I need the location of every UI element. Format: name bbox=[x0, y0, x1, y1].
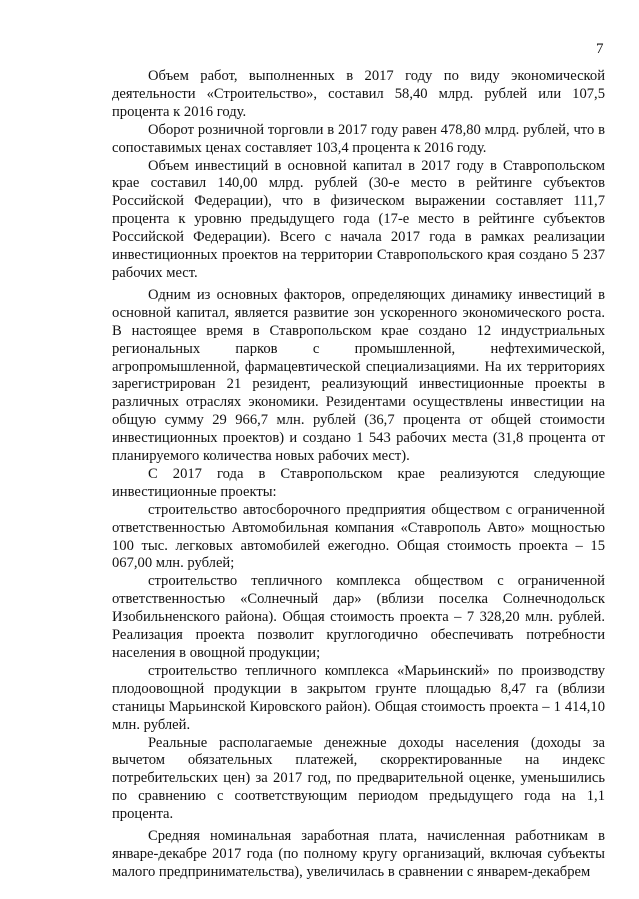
list-item-solnechny-dar: строительство тепличного комплекса обществом с ограниченной ответственностью «Солнечный дар» (вблизи поселка Солнечнодольск Изобильненского района). Общая стоимость проекта – 7 328,20 млн. рублей. Реализация проекта позволит круглогодично обеспечивать потребности населения в овощной продукции; bbox=[112, 573, 605, 661]
paragraph-average-wage: Средняя номинальная заработная плата, начисленная работникам в январе-декабре 2017 года (по полному кругу организаций, включая субъекты малого предпринимательства), увеличилась в сравнении с январем-декабрем bbox=[112, 828, 605, 880]
paragraph-real-income: Реальные располагаемые денежные доходы населения (доходы за вычетом обязательных платежей, скорректированные на индекс потребительских цен) за 2017 год, по предварительной оценке, уменьшились по сравнению с соответствующим периодом предыдущего года на 1,1 процента. bbox=[112, 734, 605, 823]
paragraph-projects-intro: С 2017 года в Ставропольском крае реализуются следующие инвестиционные проекты: bbox=[112, 465, 605, 500]
list-item-maryinsky: строительство тепличного комплекса «Марьинский» по производству плодоовощной продукции в закрытом грунте площадью 8,47 га (вблизи станицы Марьинской Кировского район). Общая стоимость проекта – 1 414,10 млн. рублей. bbox=[112, 662, 605, 733]
list-item-stavropol-auto: строительство автосборочного предприятия обществом с ограниченной ответственностью Автомобильная компания «Ставрополь Авто» мощностью 100 тыс. легковых автомобилей ежегодно. Общая стоимость проекта – 15 067,00 млн. рублей; bbox=[112, 501, 605, 572]
page-number: 7 bbox=[596, 41, 604, 57]
paragraph-retail-turnover: Оборот розничной торговли в 2017 году равен 478,80 млрд. рублей, что в сопоставимых ценах составляет 103,4 процента к 2016 году. bbox=[112, 121, 605, 156]
paragraph-accelerated-growth-zones: Одним из основных факторов, определяющих динамику инвестиций в основной капитал, является развитие зон ускоренного экономического роста. В настоящее время в Ставропольском крае создано 12 индустриальных региональных парков с промышленной, нефтехимической, агропромышленной, фармацевтической специализациями. На их территориях зарегистрирован 21 резидент, реализующий инвестиционные проекты в различных отраслях экономики. Резидентами осуществлены инвестиции на общую сумму 29 966,7 млн. рублей (36,7 процента от общей стоимости инвестиционных проектов) и создано 1 543 рабочих места (31,8 процента от планируемого количества новых рабочих мест). bbox=[112, 286, 605, 465]
paragraph-investment-volume: Объем инвестиций в основной капитал в 2017 году в Ставропольском крае составил 140,00 млрд. рублей (30-е место в рейтинге субъектов Российской Федерации), что в физическом выражении составляет 111,7 процента к уровню предыдущего года (17-е место в рейтинге субъектов Российской Федерации). Всего с начала 2017 года в рамках реализации инвестиционных проектов на территории Ставропольского края создано 5 237 рабочих мест. bbox=[112, 157, 605, 281]
paragraph-construction: Объем работ, выполненных в 2017 году по виду экономической деятельности «Строительство», составил 58,40 млрд. рублей или 107,5 процента к 2016 году. bbox=[112, 68, 605, 120]
body-text bbox=[112, 68, 605, 882]
